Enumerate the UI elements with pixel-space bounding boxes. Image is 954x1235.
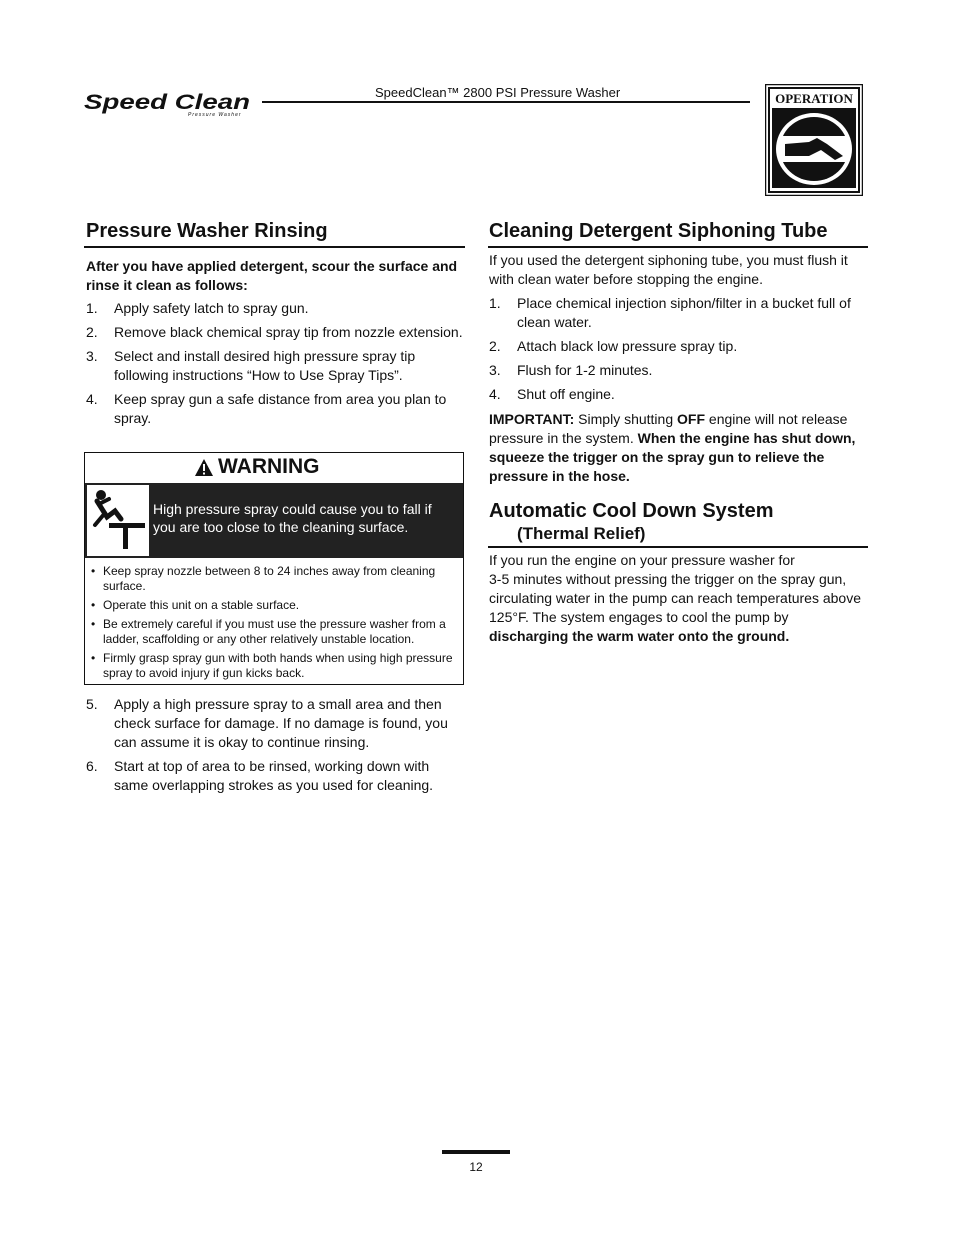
siphon-steps <box>489 294 867 409</box>
list-item: • Keep spray nozzle between 8 to 24 inches away from cleaning surface. <box>89 564 461 594</box>
speed-clean-logo <box>84 90 256 120</box>
important-note: IMPORTANT: Simply shutting OFF engine will not release pressure in the system. When the engine has shut down, squeeze the trigger on the spray gun to relieve the pressure in the hose. <box>489 411 856 484</box>
subheading-thermal-relief: (Thermal Relief) <box>517 524 646 543</box>
page-number: 12 <box>469 1160 483 1174</box>
fall-hazard-icon <box>87 485 149 556</box>
rinsing-steps-continued <box>86 695 464 800</box>
list-item: 1. Apply safety latch to spray gun. <box>86 300 309 316</box>
warning-box <box>84 452 464 685</box>
cool-down-text: If you run the engine on your pressure washer for 3-5 minutes without pressing the trigger on the spray gun, circulating water in the pump can reach temperatures above 125°F. The system engages to cool the pump by discharging the warm water onto the ground. <box>489 552 861 644</box>
rinsing-steps <box>86 299 464 433</box>
fall-hazard-icon-cell <box>87 485 149 556</box>
heading-rule <box>84 246 465 248</box>
siphon-intro: If you used the detergent siphoning tube, you must flush it with clean water before stopping the engine. <box>489 252 848 287</box>
heading-cleaning-detergent-siphoning-tube: Cleaning Detergent Siphoning Tube <box>489 220 828 242</box>
svg-text:Pressure Washer: Pressure Washer <box>188 112 242 118</box>
heading-automatic-cool-down-system: Automatic Cool Down System <box>489 500 774 522</box>
list-item: 6. Start at top of area to be rinsed, working down with same overlapping strokes as you used for cleaning. <box>86 758 434 793</box>
list-item: 3. Flush for 1-2 minutes. <box>489 362 653 378</box>
list-item: • Firmly grasp spray gun with both hands when using high pressure spray to avoid injury if gun kicks back. <box>89 651 461 681</box>
warning-header <box>85 453 463 483</box>
list-item: 2. Attach black low pressure spray tip. <box>489 338 738 354</box>
rinsing-intro: After you have applied detergent, scour the surface and rinse it clean as follows: <box>86 258 458 293</box>
header-rule <box>262 101 750 103</box>
warning-hazard-band <box>85 483 463 558</box>
list-item: 1. Place chemical injection siphon/filter in a bucket full of clean water. <box>489 295 851 330</box>
warning-label: WARNING <box>218 455 320 478</box>
operation-badge-label: OPERATION <box>775 91 853 106</box>
list-item: • Be extremely careful if you must use the pressure washer from a ladder, scaffolding or any other relatively unstable location. <box>89 617 461 647</box>
page-number-bar <box>442 1150 510 1154</box>
warning-triangle-icon <box>194 458 214 477</box>
list-item: • Operate this unit on a stable surface. <box>89 598 461 613</box>
document-title: SpeedClean™ 2800 PSI Pressure Washer <box>375 85 621 100</box>
heading-pressure-washer-rinsing: Pressure Washer Rinsing <box>86 220 328 242</box>
list-item: 3. Select and install desired high pressure spray tip following instructions “How to Use Spray Tips”. <box>86 348 416 383</box>
warning-bullets <box>89 564 461 685</box>
list-item: 4. Keep spray gun a safe distance from area you plan to spray. <box>86 391 447 426</box>
list-item: 5. Apply a high pressure spray to a small area and then check surface for damage. If no damage is found, you can assume it is okay to continue rinsing. <box>86 696 448 750</box>
svg-text:Speed Clean: Speed Clean <box>84 91 250 114</box>
operation-section-badge <box>765 84 863 196</box>
heading-rule <box>488 546 868 548</box>
heading-rule <box>488 246 868 248</box>
warning-hazard-text: High pressure spray could cause you to fall if you are too close to the cleaning surface. <box>153 501 432 535</box>
list-item: 2. Remove black chemical spray tip from nozzle extension. <box>86 324 463 340</box>
list-item: 4. Shut off engine. <box>489 386 615 402</box>
